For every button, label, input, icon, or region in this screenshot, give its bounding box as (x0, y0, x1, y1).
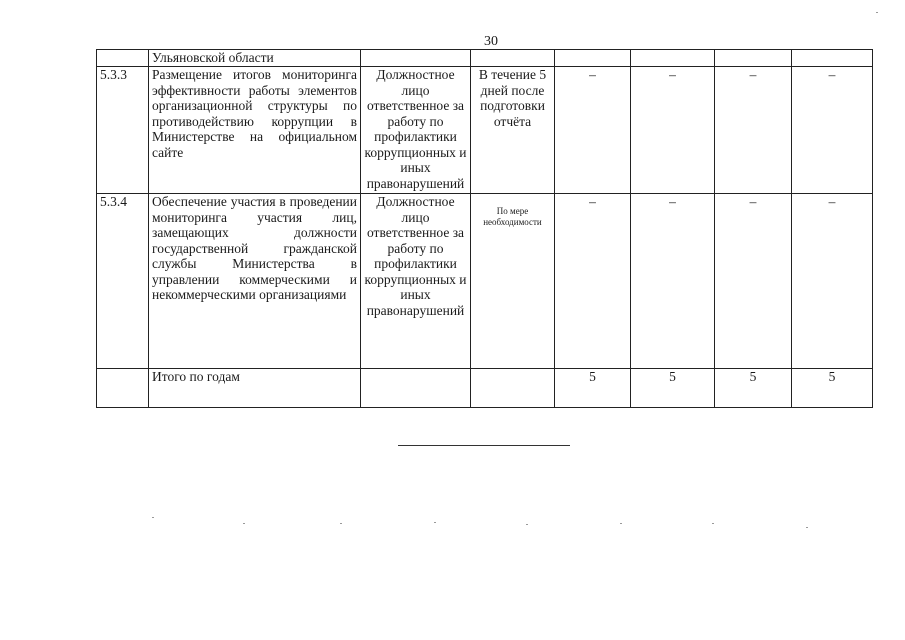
term-cell (471, 369, 555, 408)
total-value: 5 (555, 369, 631, 408)
value-cell (631, 50, 715, 67)
scan-speck (712, 523, 714, 524)
page-number: 30 (484, 34, 498, 49)
value-cell: – (715, 67, 792, 194)
responsible-cell (361, 50, 471, 67)
num-cell: 5.3.4 (97, 194, 149, 369)
total-row (97, 369, 873, 408)
term-cell: В течение 5 дней после подготовки отчёта (471, 67, 555, 194)
value-cell: – (792, 194, 873, 369)
total-value: 5 (792, 369, 873, 408)
value-cell: – (631, 67, 715, 194)
value-cell: – (555, 67, 631, 194)
scan-speck (620, 523, 622, 524)
scan-speck (806, 527, 808, 528)
term-cell (471, 50, 555, 67)
footer-rule (398, 445, 570, 446)
table-row (97, 50, 873, 67)
scan-speck (340, 523, 342, 524)
name-cell: Обеспечение участия в проведении мониторинга участия лиц, замещающих должности государственной гражданской службы Министерства в управлении коммерческими и некоммерческими организациями (149, 194, 361, 369)
value-cell: – (715, 194, 792, 369)
num-cell (97, 50, 149, 67)
total-value: 5 (631, 369, 715, 408)
value-cell (555, 50, 631, 67)
scan-speck (152, 517, 154, 518)
scan-speck (243, 523, 245, 524)
responsible-cell: Должностное лицо ответственное за работу по профилактики коррупционных и иных правонарушений (361, 194, 471, 369)
value-cell (792, 50, 873, 67)
name-cell: Ульяновской области (149, 50, 361, 67)
value-cell: – (792, 67, 873, 194)
responsible-cell (361, 369, 471, 408)
name-cell: Размещение итогов мониторинга эффективности работы элементов организационной структуры по противодействию коррупции в Министерстве на официальном сайте (149, 67, 361, 194)
table-row (97, 67, 873, 194)
total-value: 5 (715, 369, 792, 408)
responsible-cell: Должностное лицо ответственное за работу по профилактики коррупционных и иных правонарушений (361, 67, 471, 194)
table-row (97, 194, 873, 369)
scan-speck (526, 524, 528, 525)
value-cell (715, 50, 792, 67)
num-cell: 5.3.3 (97, 67, 149, 194)
term-cell: По мере необходимости (471, 194, 555, 369)
total-label: Итого по годам (149, 369, 361, 408)
scan-speck (876, 12, 878, 13)
value-cell: – (555, 194, 631, 369)
scan-speck (434, 522, 436, 523)
plan-table (96, 49, 873, 408)
num-cell (97, 369, 149, 408)
value-cell: – (631, 194, 715, 369)
